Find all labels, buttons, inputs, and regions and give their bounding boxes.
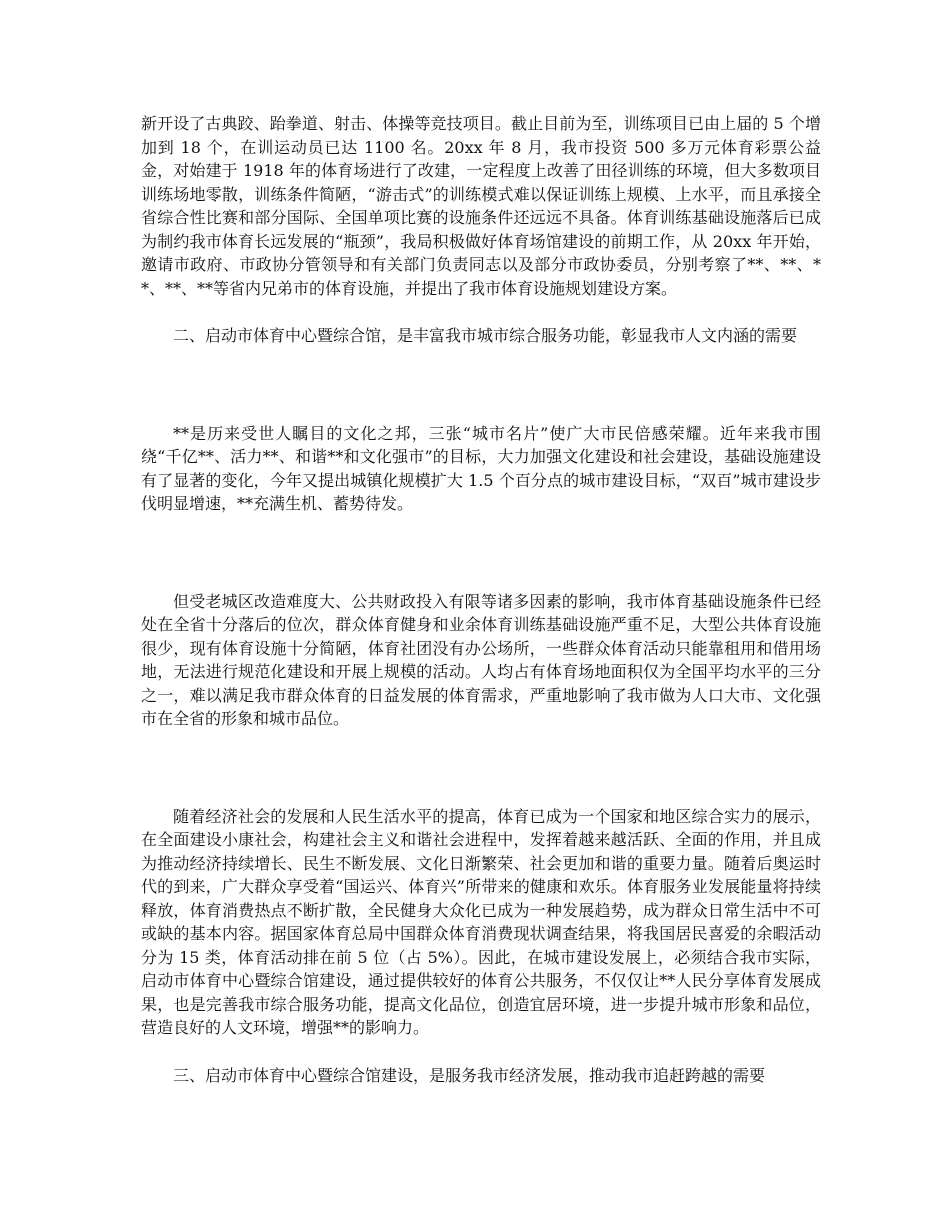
- section-heading-3: 三、启动市体育中心暨综合馆建设，是服务我市经济发展，推动我市追赶跨越的需要: [173, 1065, 766, 1085]
- body-paragraph-1: 新开设了古典跤、跆拳道、射击、体操等竞技项目。截止目前为至，训练项目已由上届的 5 个增加到 18 个，在训运动员已达 1100 名。20xx 年 8 月，我市投资 500 多万元体育彩票公益金，对始建于 1918 年的体育场进行了改建，一定程度上改善了田径训练的环境，但大多数项目训练场地零散，训练条件简陋，“游击式”的训练模式难以保证训练上规模、上水平，而且承接全省综合性比赛和部分国际、全国单项比赛的设施条件还远远不具备。体育训练基础设施落后已成为制约我市体育长远发展的“瓶颈”，我局积极做好体育场馆建设的前期工作，从 20xx 年开始，邀请市政府、市政协分管领导和有关部门负责同志以及部分市政协委员，分别考察了**、**、**、**、**等省内兄弟市的体育设施，并提出了我市体育设施规划建设方案。: [141, 114, 821, 298]
- body-paragraph-4: 随着经济社会的发展和人民生活水平的提高，体育已成为一个国家和地区综合实力的展示，在全面建设小康社会，构建社会主义和谐社会进程中，发挥着越来越活跃、全面的作用，并且成为推动经济持续增长、民生不断发展、文化日渐繁荣、社会更加和谐的重要力量。随着后奥运时代的到来，广大群众享受着“国运兴、体育兴”所带来的健康和欢乐。体育服务业发展能量将持续释放，体育消费热点不断扩散，全民健身大众化已成为一种发展趋势，成为群众日常生活中不可或缺的基本内容。据国家体育总局中国群众体育消费现状调查结果，将我国居民喜爱的余暇活动分为 15 类，体育活动排在前 5 位（占 5%）。因此，在城市建设发展上，必须结合我市实际，启动市体育中心暨综合馆建设，通过提供较好的体育公共服务，不仅仅让**人民分享体育发展成果，也是完善我市综合服务功能，提高文化品位，创造宜居环境，进一步提升城市形象和品位，营造良好的人文环境，增强**的影响力。: [141, 806, 821, 1037]
- section-heading-2: 二、启动市体育中心暨综合馆，是丰富我市城市综合服务功能，彰显我市人文内涵的需要: [173, 326, 798, 345]
- document-body: [141, 112, 821, 1087]
- body-paragraph-3: 但受老城区改造难度大、公共财政投入有限等诸多因素的影响，我市体育基础设施条件已经处在全省十分落后的位次，群众体育健身和业余体育训练基础设施严重不足，大型公共体育设施很少，现有体育设施十分简陋，体育社团没有办公场所，一些群众体育活动只能靠租用和借用场地，无法进行规范化建设和开展上规模的活动。人均占有体育场地面积仅为全国平均水平的三分之一，难以满足我市群众体育的日益发展的体育需求，严重地影响了我市做为人口大市、文化强市在全省的形象和城市品位。: [141, 591, 821, 728]
- body-paragraph-2: **是历来受世人瞩目的文化之邦，三张“城市名片”使广大市民倍感荣耀。近年来我市围绕“千亿**、活力**、和谐**和文化强市”的目标，大力加强文化建设和社会建设，基础设施建设有了显著的变化，今年又提出城镇化规模扩大 1.5 个百分点的城市建设目标，“双百”城市建设步伐明显增速，**充满生机、蓄势待发。: [141, 423, 821, 513]
